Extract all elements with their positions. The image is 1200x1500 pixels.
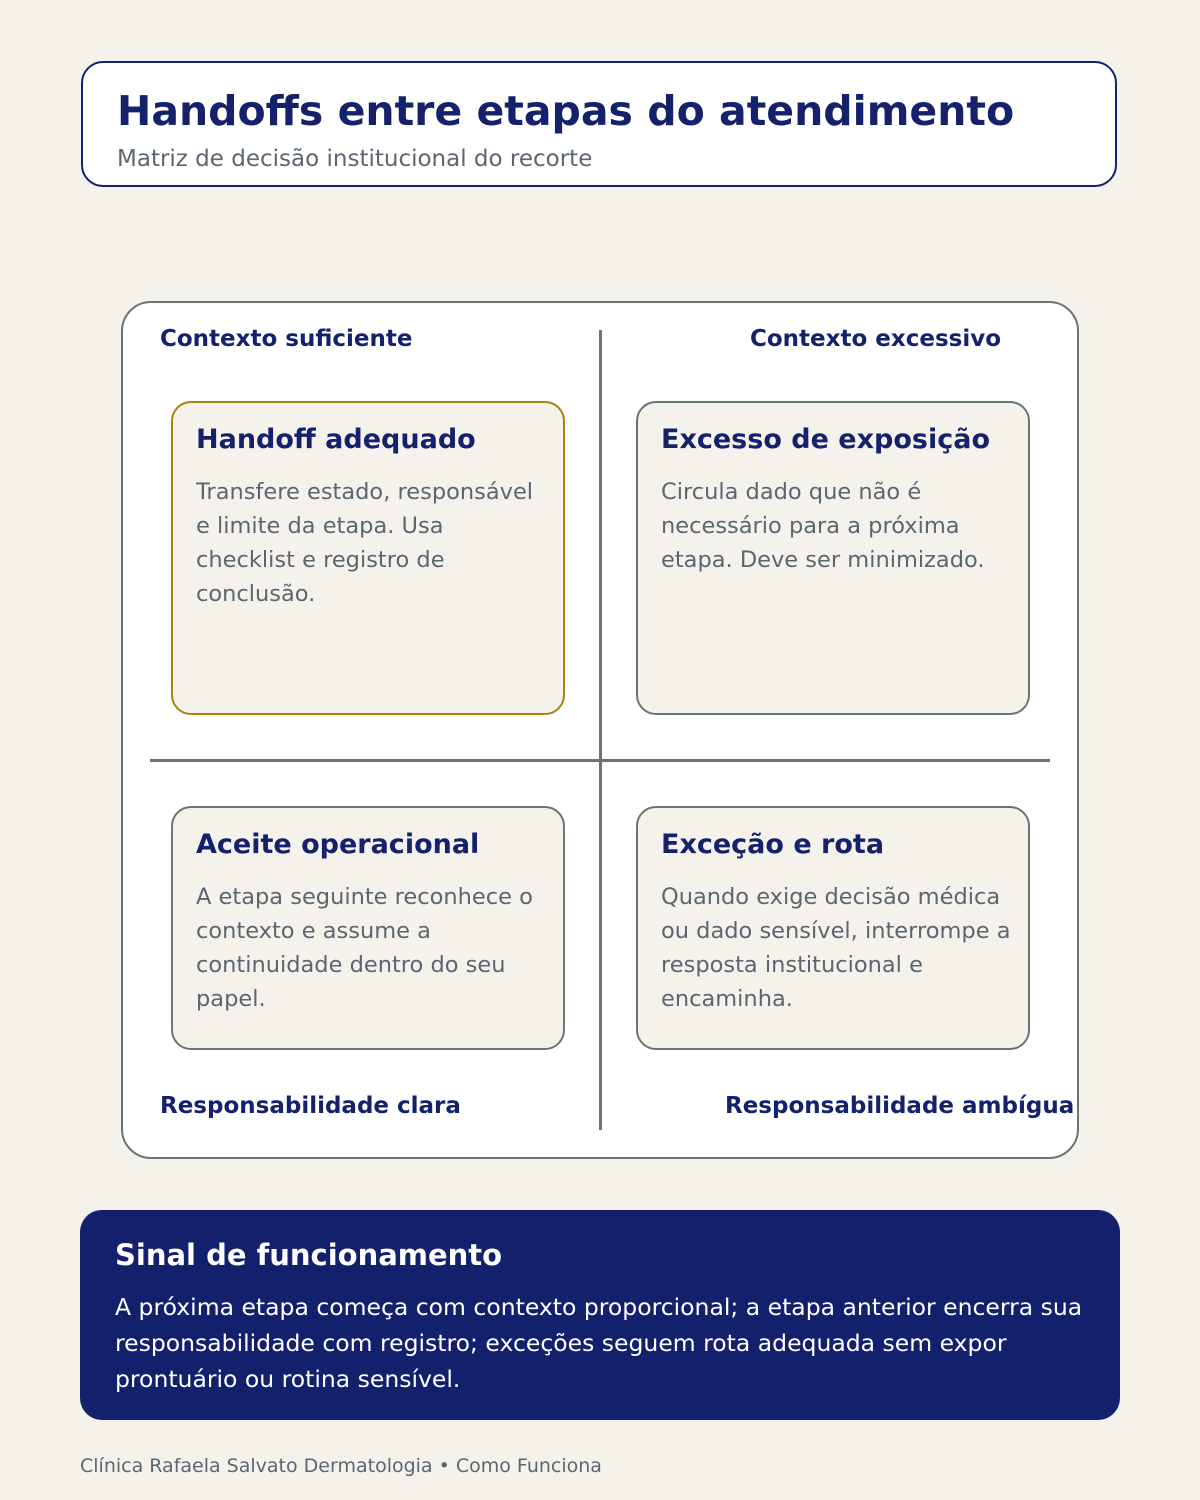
quadrant-card-excecao-e-rota (636, 806, 1030, 1050)
quadrant-card-excesso-de-exposicao (636, 401, 1030, 715)
signal-description: A próxima etapa começa com contexto proporcional; a etapa anterior encerra sua responsabilidade com registro; exceções seguem rota adequada sem expor prontuário ou rotina sensível. (115, 1293, 1083, 1393)
quadrant-description: Circula dado que não é necessário para a próxima etapa. Deve ser minimizado. (661, 479, 985, 573)
quadrant-description: Quando exige decisão médica ou dado sensível, interrompe a resposta institucional e encaminha. (661, 884, 1011, 1012)
footer-credit: Clínica Rafaela Salvato Dermatologia • Como Funciona (80, 1455, 602, 1477)
page-title: Handoffs entre etapas do atendimento (117, 87, 1015, 135)
horizontal-axis-divider (150, 759, 1050, 762)
quadrant-description: Transfere estado, responsável e limite da etapa. Usa checklist e registro de conclusão. (196, 479, 534, 607)
page-subtitle: Matriz de decisão institucional do recorte (117, 146, 593, 172)
axis-label-bottom-right: Responsabilidade ambígua (725, 1093, 1075, 1119)
quadrant-title: Excesso de exposição (661, 424, 991, 455)
quadrant-card-handoff-adequado (171, 401, 565, 715)
signal-panel (80, 1210, 1120, 1420)
title-card (81, 61, 1117, 187)
quadrant-description: A etapa seguinte reconhece o contexto e assume a continuidade dentro do seu papel. (196, 884, 533, 1012)
vertical-axis-divider (599, 330, 602, 1130)
axis-label-top-right: Contexto excessivo (750, 326, 1002, 352)
quadrant-title: Aceite operacional (196, 829, 480, 860)
axis-label-top-left: Contexto suficiente (160, 326, 413, 352)
signal-title: Sinal de funcionamento (115, 1238, 503, 1272)
quadrant-title: Handoff adequado (196, 424, 476, 455)
axis-label-bottom-left: Responsabilidade clara (160, 1093, 461, 1119)
quadrant-title: Exceção e rota (661, 829, 885, 860)
quadrant-card-aceite-operacional (171, 806, 565, 1050)
